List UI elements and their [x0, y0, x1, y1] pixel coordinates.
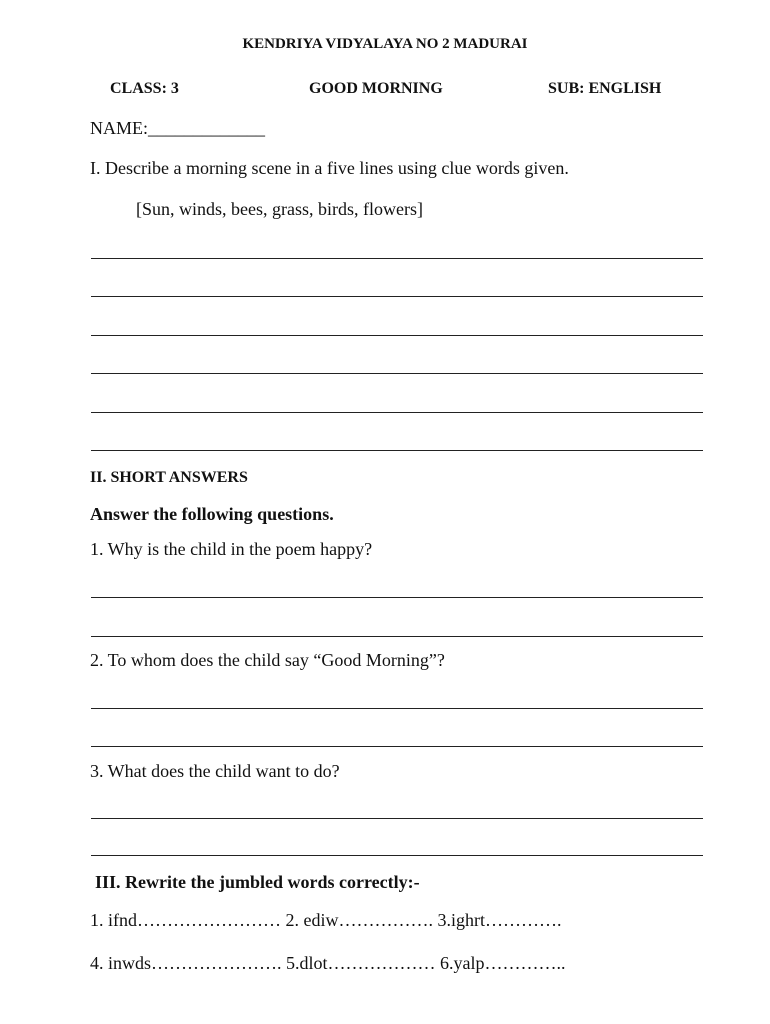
answer-line [91, 296, 703, 297]
answer-line [91, 818, 703, 819]
answer-line [91, 855, 703, 856]
answer-line [91, 597, 703, 598]
name-field: NAME:_____________ [90, 118, 265, 138]
jumbled-words-row-1: 1. ifnd…………………… 2. ediw……………. 3.ighrt…………. [90, 910, 562, 930]
answer-line [91, 746, 703, 747]
section2-instruction: Answer the following questions. [90, 504, 334, 524]
clue-words: [Sun, winds, bees, grass, birds, flowers] [136, 199, 423, 219]
question-2: 2. To whom does the child say “Good Morning”? [90, 650, 445, 670]
class-label: CLASS: 3 [110, 80, 179, 97]
section3-heading: III. Rewrite the jumbled words correctly:- [95, 872, 420, 892]
question-1: 1. Why is the child in the poem happy? [90, 539, 373, 559]
subject-label: SUB: ENGLISH [548, 80, 662, 97]
school-name: KENDRIYA VIDYALAYA NO 2 MADURAI [242, 36, 528, 52]
answer-line [91, 258, 703, 259]
answer-line [91, 708, 703, 709]
question-3: 3. What does the child want to do? [90, 761, 340, 781]
answer-line [91, 636, 703, 637]
answer-line [91, 373, 703, 374]
answer-line [91, 412, 703, 413]
answer-line [91, 450, 703, 451]
jumbled-words-row-2: 4. inwds…………………. 5.dlot……………… 6.yalp………….. [90, 953, 566, 973]
section2-heading: II. SHORT ANSWERS [90, 469, 248, 486]
answer-line [91, 335, 703, 336]
section1-instruction: I. Describe a morning scene in a five lines using clue words given. [90, 158, 569, 178]
lesson-title: GOOD MORNING [309, 80, 443, 97]
